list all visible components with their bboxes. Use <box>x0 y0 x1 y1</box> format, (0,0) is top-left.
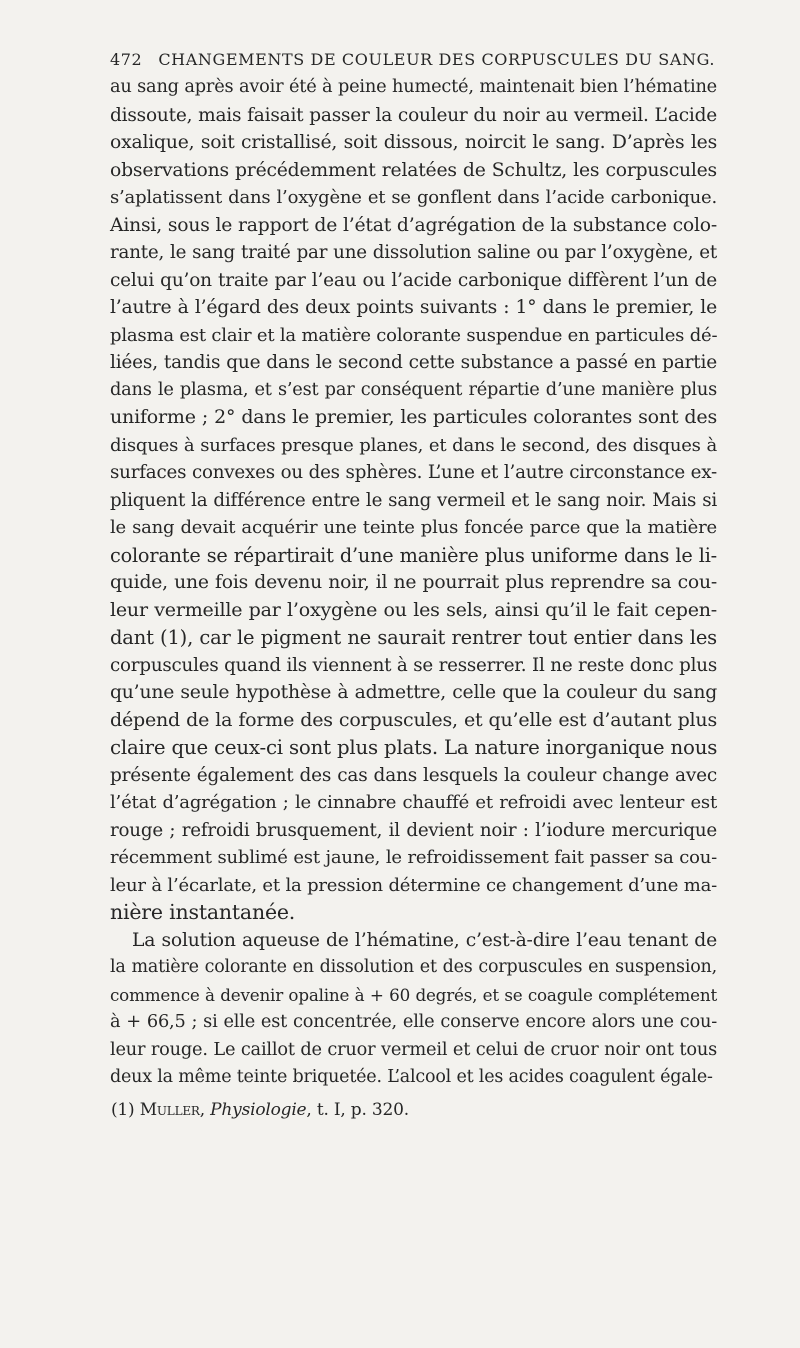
footnote-reference: , t. I, p. 320. <box>306 1099 409 1120</box>
footnote-separator: , <box>199 1099 211 1120</box>
text-line: disques à surfaces presque planes, et dans le second, des disques à <box>110 434 717 456</box>
text-line: uniforme ; 2° dans le premier, les particules colorantes sont des <box>110 406 717 428</box>
text-line: colorante se répartirait d’une manière plus uniforme dans le li- <box>110 543 717 567</box>
text-line: Ainsi, sous le rapport de l’état d’agrégation de la substance colo- <box>110 214 717 236</box>
text-line: claire que ceux-ci sont plus plats. La nature inorganique nous <box>110 736 718 759</box>
text-line: dissoute, mais faisait passer la couleur du noir au vermeil. L’acide <box>110 104 717 126</box>
text-line: deux la même teinte briquetée. L’alcool et les acides coagulent égale- <box>110 1067 713 1087</box>
text-line: qu’une seule hypothèse à admettre, celle que la couleur du sang <box>110 682 717 703</box>
text-line: observations précédemment relatées de Schultz, les corpuscules <box>110 159 717 181</box>
text-line: oxalique, soit cristallisé, soit dissous, noircit le sang. D’après les <box>110 132 717 153</box>
text-line: la matière colorante en dissolution et des corpuscules en suspension, <box>110 957 717 977</box>
text-line: plasma est clair et la matière colorante suspendue en particules dé- <box>110 324 718 346</box>
footnote-marker: (1) <box>111 1099 140 1120</box>
text-line: s’aplatissent dans l’oxygène et se gonflent dans l’acide carbonique. <box>110 187 717 208</box>
text-line: l’autre à l’égard des deux points suivants : 1° dans le premier, le <box>110 297 717 318</box>
footnote-work: Physiologie <box>210 1099 307 1120</box>
text-line: nière instantanée. <box>110 900 296 924</box>
text-line: dant (1), car le pigment ne saurait rentrer tout entier dans les <box>110 626 717 649</box>
text-line: celui qu’on traite par l’eau ou l’acide carbonique diffèrent l’un de <box>110 269 717 291</box>
text-line: surfaces convexes ou des sphères. L’une et l’autre circonstance ex- <box>110 462 717 483</box>
text-block <box>110 48 717 1121</box>
text-line: récemment sublimé est jaune, le refroidissement fait passer sa cou- <box>110 847 717 868</box>
text-line: pliquent la différence entre le sang vermeil et le sang noir. Mais si <box>110 489 717 511</box>
paragraph <box>110 927 717 1092</box>
text-line: présente également des cas dans lesquels la couleur change avec <box>110 764 717 786</box>
text-line: commence à devenir opaline à + 60 degrés, et se coagule complétement <box>110 984 717 1005</box>
footnote-author: Muller <box>139 1099 200 1120</box>
text-line: l’état d’agrégation ; le cinnabre chauffé et refroidi avec lenteur est <box>110 792 717 813</box>
text-line: liées, tandis que dans le second cette substance a passé en partie <box>110 352 717 373</box>
text-line: le sang devait acquérir une teinte plus foncée parce que la matière <box>110 517 717 538</box>
running-head-title: CHANGEMENTS DE COULEUR DES CORPUSCULES DU SANG. <box>158 50 716 69</box>
text-line: à + 66,5 ; si elle est concentrée, elle conserve encore alors une cou- <box>110 1012 717 1032</box>
text-line: au sang après avoir été à peine humecté, maintenait bien l’hématine <box>110 77 717 97</box>
footnote <box>110 1099 717 1121</box>
text-line: dans le plasma, et s’est par conséquent répartie d’une manière plus <box>110 379 717 400</box>
text-line: rante, le sang traité par une dissolution saline ou par l’oxygène, et <box>110 242 717 263</box>
paragraph <box>110 74 717 927</box>
text-line: leur à l’écarlate, et la pression détermine ce changement d’une ma- <box>110 874 717 896</box>
text-line: leur vermeille par l’oxygène ou les sels, ainsi qu’il le fait cepen- <box>110 598 717 621</box>
text-line: quide, une fois devenu noir, il ne pourrait plus reprendre sa cou- <box>110 572 717 593</box>
text-line: corpuscules quand ils viennent à se resserrer. Il ne reste donc plus <box>110 654 717 676</box>
text-line: leur rouge. Le caillot de cruor vermeil et celui de cruor noir ont tous <box>110 1039 717 1060</box>
running-head <box>110 48 717 72</box>
text-line: rouge ; refroidi brusquement, il devient noir : l’iodure mercurique <box>110 819 717 841</box>
page-number: 472 <box>110 50 143 69</box>
body-text <box>110 74 717 1092</box>
text-line: La solution aqueuse de l’hématine, c’est-à-dire l’eau tenant de <box>132 929 717 951</box>
text-line: dépend de la forme des corpuscules, et qu’elle est d’autant plus <box>110 708 717 731</box>
